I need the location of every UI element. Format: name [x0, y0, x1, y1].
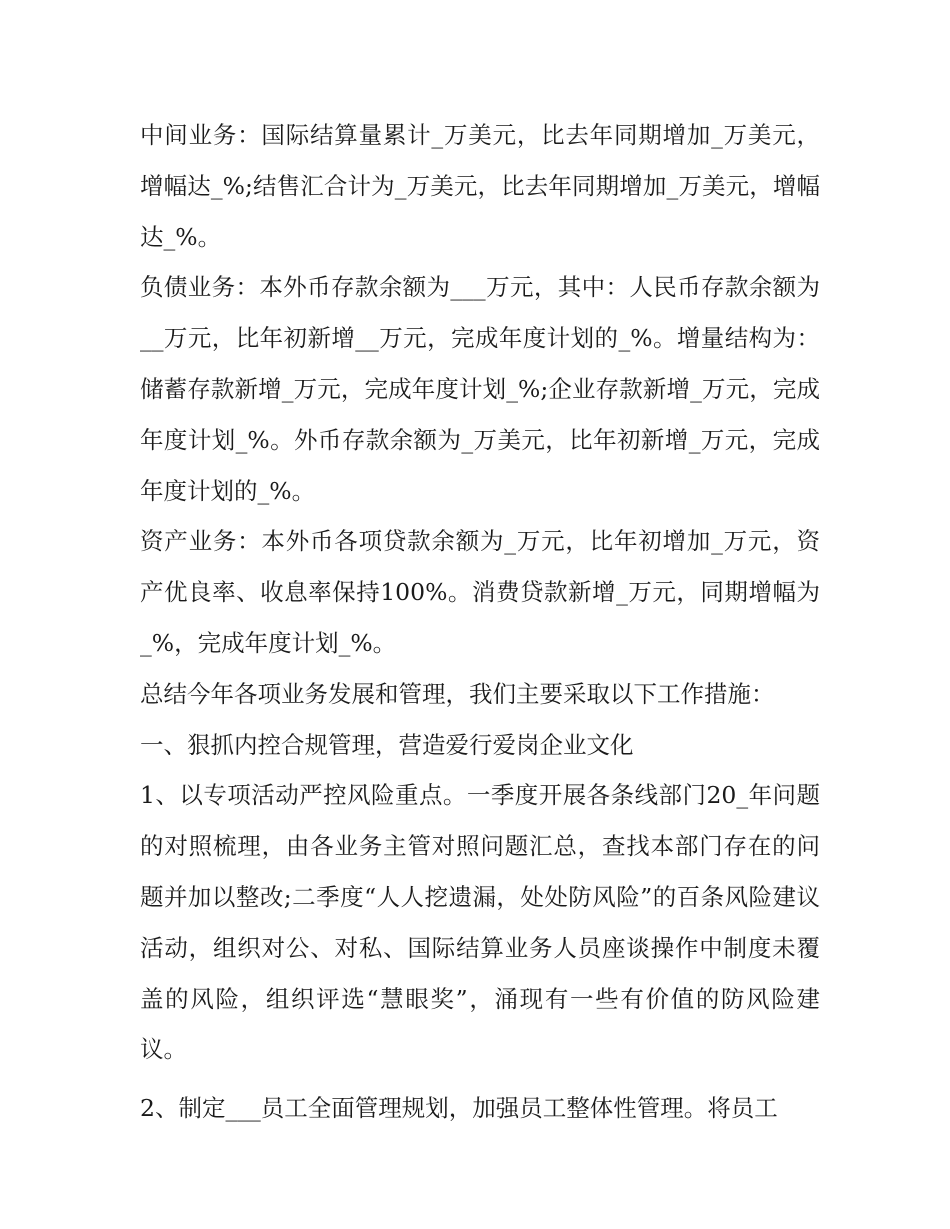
document-body [140, 110, 820, 1134]
section-heading-internal-control: 一、狠抓内控合规管理，营造爱行爱岗企业文化 [140, 730, 634, 759]
paragraph-item-1-risk-control: 1、以专项活动严控风险重点。一季度开展各条线部门20_年问题的对照梳理，由各业务主管对照问题汇总，查找本部门存在的问题并加以整改;二季度“人人挖遗漏，处处防风险”的百条风险建议活动，组织对公、对私、国际结算业务人员座谈操作中制度未覆盖的风险，组织评选“慧眼奖”，涌现有一些有价值的防风险建议。 [140, 781, 820, 1064]
paragraph-summary-intro: 总结今年各项业务发展和管理，我们主要采取以下工作措施： [140, 679, 775, 708]
paragraph-item-2-staff-management: 2、制定___员工全面管理规划，加强员工整体性管理。将员工 [140, 1094, 778, 1123]
paragraph-asset-business: 资产业务：本外币各项贷款余额为_万元，比年初增加_万元，资产优良率、收息率保持100%。消费贷款新增_万元，同期增幅为_%，完成年度计划_%。 [140, 527, 820, 657]
paragraph-intermediate-business: 中间业务：国际结算量累计_万美元，比去年同期增加_万美元，增幅达_%;结售汇合计为_万美元，比去年同期增加_万美元，增幅达_%。 [140, 121, 820, 251]
paragraph-liability-business: 负债业务：本外币存款余额为___万元，其中：人民币存款余额为__万元，比年初新增__万元，完成年度计划的_%。增量结构为：储蓄存款新增_万元，完成年度计划_%;企业存款新增_万元，完成年度计划_%。外币存款余额为_万美元，比年初新增_万元，完成年度计划的_%。 [140, 273, 820, 505]
